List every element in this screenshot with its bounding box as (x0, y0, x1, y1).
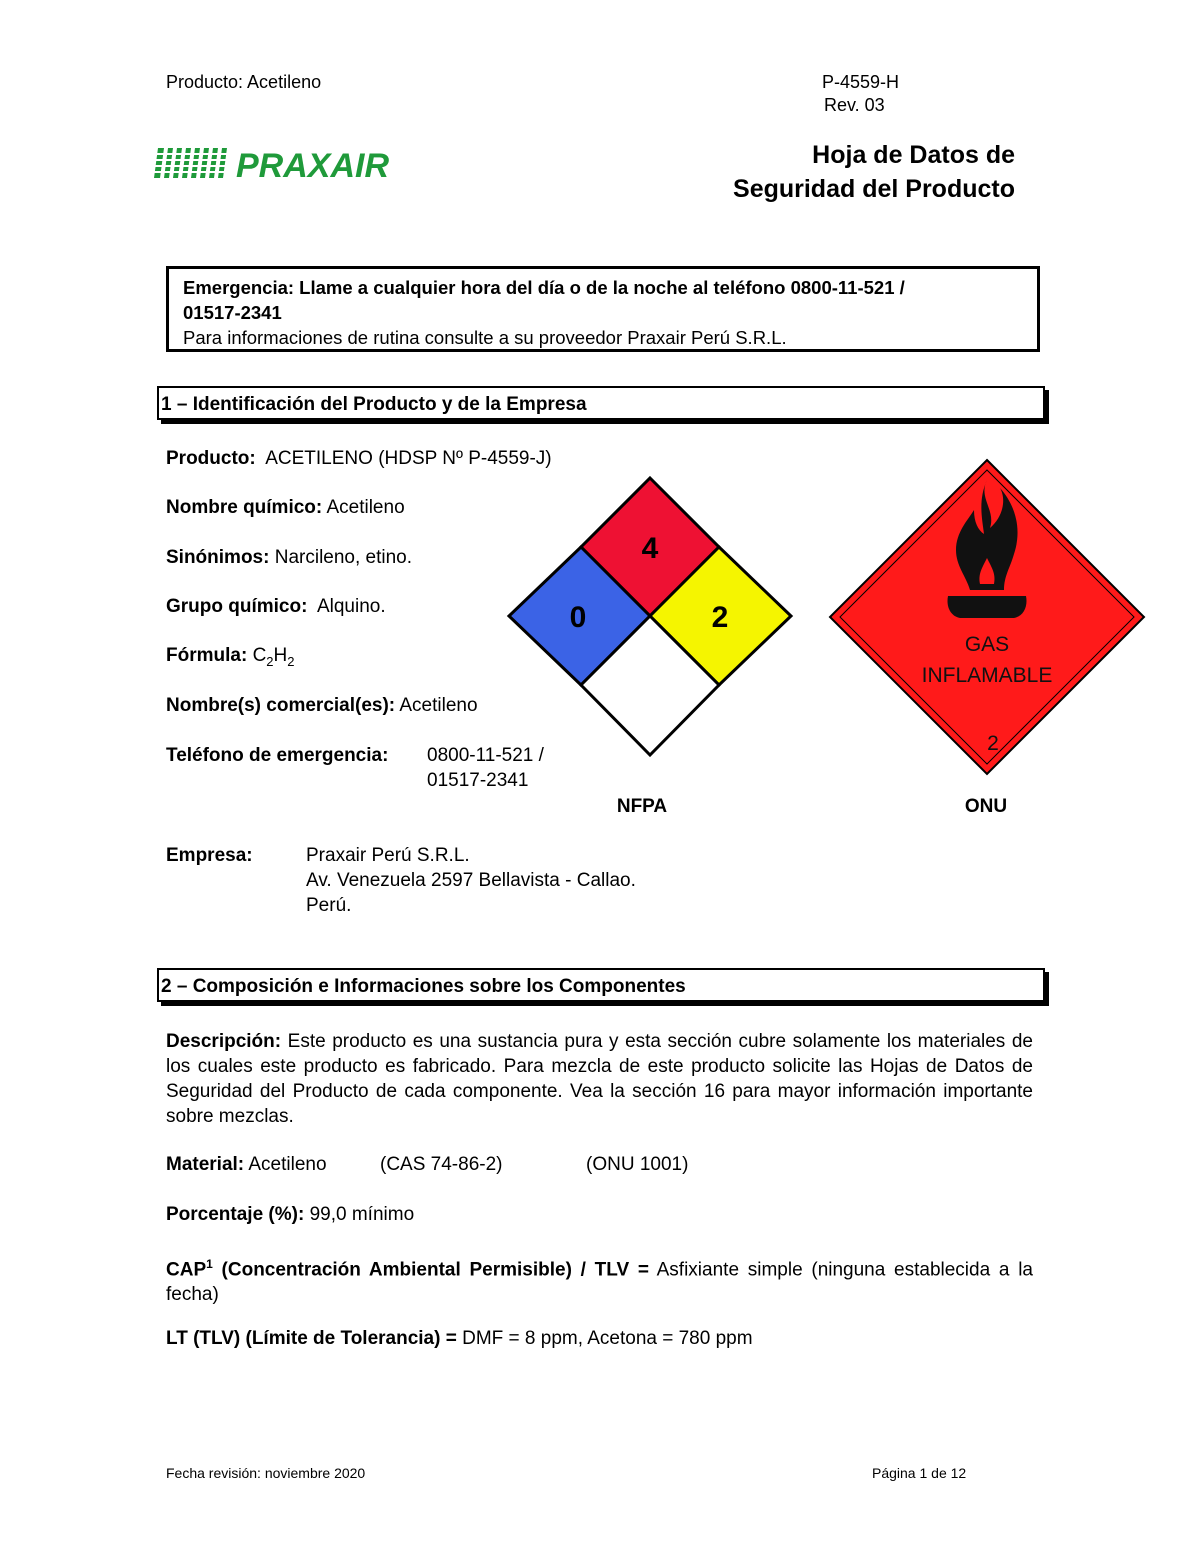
logo-text: PRAXAIR (236, 147, 390, 182)
section-1-heading: 1 – Identificación del Producto y de la Empresa (161, 394, 587, 415)
praxair-logo (150, 144, 412, 182)
field-telefono (166, 745, 388, 767)
material-onu: (ONU 1001) (586, 1154, 689, 1175)
nfpa-diamond (505, 475, 797, 759)
cap-value: Asfixiante simple (ninguna establecida a la fecha) (166, 1259, 1033, 1306)
porcentaje-value: 99,0 mínimo (309, 1204, 415, 1225)
telefono-value-2: 01517-2341 (427, 770, 529, 791)
emergency-line-2: 01517-2341 (183, 302, 282, 323)
sinonimos-value: Narcileno, etino. (274, 547, 413, 568)
comercial-label: Nombre(s) comercial(es): (166, 695, 396, 716)
formula-sub-1: 2 (266, 653, 274, 669)
onu-text-2: INFLAMABLE (921, 664, 1053, 687)
onu-class: 2 (987, 732, 999, 755)
empresa-label: Empresa: (166, 845, 253, 866)
title-line-2: Seguridad del Producto (733, 175, 1015, 203)
nfpa-caption: NFPA (616, 796, 668, 817)
nombre-label: Nombre químico: (166, 497, 323, 518)
telefono-label: Teléfono de emergencia: (166, 745, 389, 766)
producto-value: ACETILENO (HDSP Nº P-4559-J) (265, 448, 552, 469)
field-grupo (166, 596, 386, 618)
nfpa-health: 0 (569, 601, 587, 634)
formula-h: H (273, 645, 288, 666)
descripcion-paragraph (166, 1029, 1033, 1129)
empresa-line-1: Praxair Perú S.R.L. (306, 845, 470, 866)
sinonimos-label: Sinónimos: (166, 547, 270, 568)
porcentaje-line (166, 1204, 414, 1226)
footer-fecha: Fecha revisión: noviembre 2020 (166, 1465, 366, 1481)
field-nombre-quimico (166, 497, 405, 519)
nfpa-reactivity: 2 (711, 601, 729, 634)
doc-title (733, 138, 1015, 206)
grupo-label: Grupo químico: (166, 596, 308, 617)
empresa-line-2: Av. Venezuela 2597 Bellavista - Callao. (306, 870, 636, 891)
lt-value: DMF = 8 ppm, Acetona = 780 ppm (456, 1328, 753, 1349)
formula-sub-2: 2 (287, 653, 295, 669)
field-producto (166, 448, 552, 470)
emergency-box (166, 266, 1040, 352)
emergency-line-3: Para informaciones de rutina consulte a su proveedor Praxair Perú S.R.L. (183, 327, 787, 348)
section-2-heading: 2 – Composición e Informaciones sobre los Componentes (161, 976, 686, 997)
cap-sup: 1 (206, 1257, 213, 1271)
header-product: Producto: Acetileno (166, 72, 322, 92)
empresa-line-3: Perú. (306, 895, 352, 916)
section-2-heading-box (157, 968, 1045, 1002)
title-line-1: Hoja de Datos de (812, 141, 1015, 169)
grupo-value: Alquino. (316, 596, 386, 617)
nombre-value: Acetileno (326, 497, 405, 518)
field-formula (166, 645, 295, 669)
descripcion-text: Este producto es una sustancia pura y esta sección cubre solamente los materiales de los cuales este producto es fabricado. Para mezcla de este producto solicite las Hojas de Datos de Seguridad del Producto de cada componente. Vea la sección 16 para mayor información importante sobre mezclas. (166, 1031, 1033, 1127)
producto-label: Producto: (166, 448, 256, 469)
header-rev: Rev. 03 (824, 95, 885, 115)
descripcion-label: Descripción: (166, 1031, 282, 1052)
material-cas: (CAS 74-86-2) (380, 1154, 503, 1175)
comercial-value: Acetileno (399, 695, 478, 716)
cap-label-2: (Concentración Ambiental Permisible) / TLV = (212, 1259, 649, 1281)
formula-c: C (252, 645, 267, 666)
nfpa-flammability: 4 (641, 532, 659, 565)
emergency-line-1: Emergencia: Llame a cualquier hora del día o de la noche al teléfono 0800-11-521 / (183, 277, 905, 298)
cap-label: CAP (166, 1259, 207, 1281)
formula-label: Fórmula: (166, 645, 248, 666)
material-label: Material: (166, 1154, 245, 1175)
telefono-value-1: 0800-11-521 / (427, 745, 544, 766)
field-nombre-comercial (166, 695, 478, 717)
onu-text-1: GAS (964, 633, 1010, 656)
section-1-heading-box (157, 386, 1045, 420)
lt-label: LT (TLV) (Límite de Tolerancia) = (166, 1328, 457, 1349)
header-code: P-4559-H (822, 72, 900, 92)
field-sinonimos (166, 547, 412, 569)
onu-placard (828, 458, 1146, 776)
material-value: Acetileno (248, 1154, 327, 1175)
onu-caption: ONU (964, 796, 1008, 817)
material-line (166, 1154, 327, 1176)
footer-pagina: Página 1 de 12 (872, 1465, 967, 1481)
cap-paragraph (166, 1252, 1033, 1307)
lt-line (166, 1328, 753, 1350)
porcentaje-label: Porcentaje (%): (166, 1204, 305, 1225)
